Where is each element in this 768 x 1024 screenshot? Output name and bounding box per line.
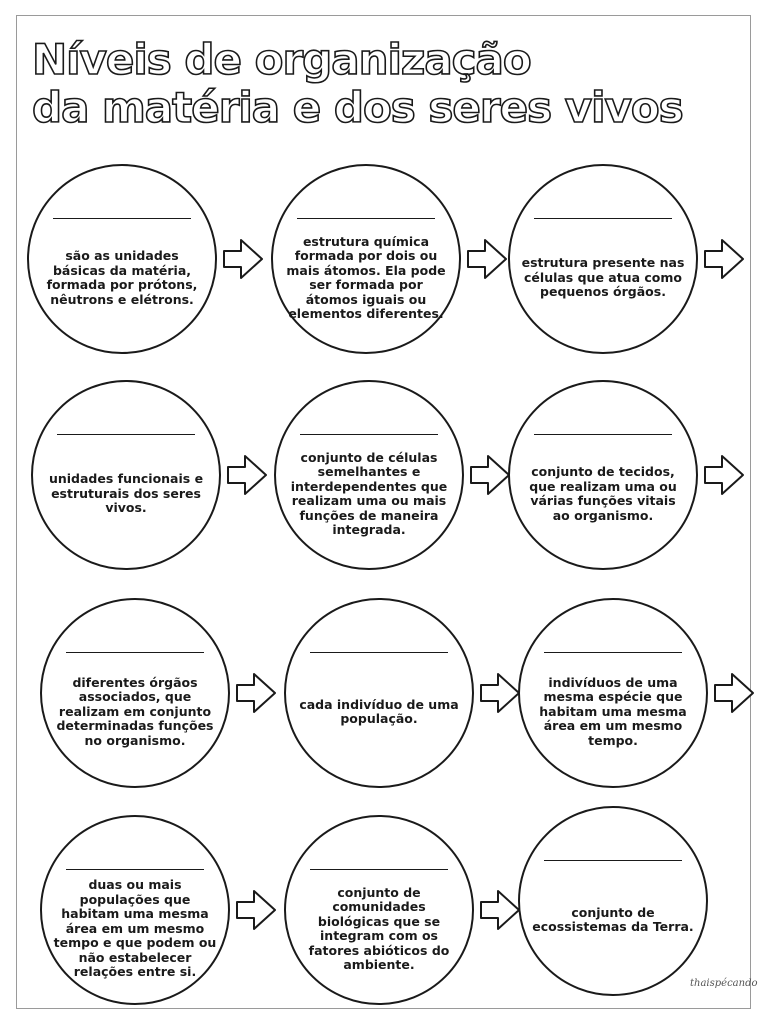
worksheet-title: [32, 36, 683, 132]
level-card-system: [40, 598, 280, 788]
card-description: cada indivíduo de uma população.: [299, 696, 459, 726]
card-description: diferentes órgãos associados, que realizam em conjunto determinadas funções no organismo.: [56, 674, 214, 748]
arrow-right-icon: [702, 453, 746, 497]
level-card-molecule: [271, 164, 511, 354]
answer-line[interactable]: [300, 434, 438, 435]
brand-logo: thaispécando: [690, 978, 758, 989]
card-description: estrutura química formada por dois ou mais átomos. Ela pode ser formada por átomos iguais ou elementos diferentes.: [286, 233, 446, 321]
level-card-organism: [284, 598, 524, 788]
arrow-right-icon: [712, 671, 756, 715]
arrow-right-icon: [468, 453, 512, 497]
answer-line[interactable]: [310, 869, 448, 870]
card-description: conjunto de comunidades biológicas que se integram com os fatores abióticos do ambiente.: [308, 884, 450, 972]
answer-line[interactable]: [57, 434, 195, 435]
card-description: conjunto de tecidos, que realizam uma ou várias funções vitais ao organismo.: [529, 464, 677, 523]
arrow-right-icon: [465, 237, 509, 281]
answer-line[interactable]: [53, 218, 191, 219]
answer-line[interactable]: [66, 869, 204, 870]
card-description: são as unidades básicas da matéria, formada por prótons, nêutrons e elétrons.: [46, 248, 198, 307]
arrow-right-icon: [478, 671, 522, 715]
answer-line[interactable]: [534, 434, 672, 435]
card-description: duas ou mais populações que habitam uma mesma área em um mesmo tempo e que podem ou não estabelecer relações entre si.: [53, 877, 217, 980]
level-card-atom: [27, 164, 267, 354]
arrow-right-icon: [234, 888, 278, 932]
answer-line[interactable]: [310, 652, 448, 653]
level-card-population: [518, 598, 758, 788]
level-card-tissue: [274, 380, 514, 570]
arrow-right-icon: [221, 237, 265, 281]
answer-line[interactable]: [297, 218, 435, 219]
arrow-right-icon: [234, 671, 278, 715]
arrow-right-icon: [478, 888, 522, 932]
card-description: conjunto de ecossistemas da Terra.: [532, 904, 694, 934]
arrow-right-icon: [225, 453, 269, 497]
title-line-2: da matéria e dos seres vivos: [32, 83, 683, 132]
card-description: estrutura presente nas células que atua como pequenos órgãos.: [521, 255, 685, 300]
level-card-organ: [508, 380, 748, 570]
level-card-cell: [31, 380, 271, 570]
arrow-right-icon: [702, 237, 746, 281]
level-card-ecosystem: [284, 815, 524, 1005]
card-description: unidades funcionais e estruturais dos seres vivos.: [48, 471, 204, 516]
answer-line[interactable]: [544, 860, 682, 861]
answer-line[interactable]: [544, 652, 682, 653]
level-card-community: [40, 815, 280, 1005]
card-description: indivíduos de uma mesma espécie que habitam uma mesma área em um mesmo tempo.: [539, 674, 687, 748]
title-line-1: Níveis de organização: [32, 35, 531, 84]
card-description: conjunto de células semelhantes e interdependentes que realizam uma ou mais funções de maneira integrada.: [290, 449, 448, 537]
level-card-organelle: [508, 164, 748, 354]
answer-line[interactable]: [66, 652, 204, 653]
level-card-biosphere: [518, 806, 758, 996]
answer-line[interactable]: [534, 218, 672, 219]
